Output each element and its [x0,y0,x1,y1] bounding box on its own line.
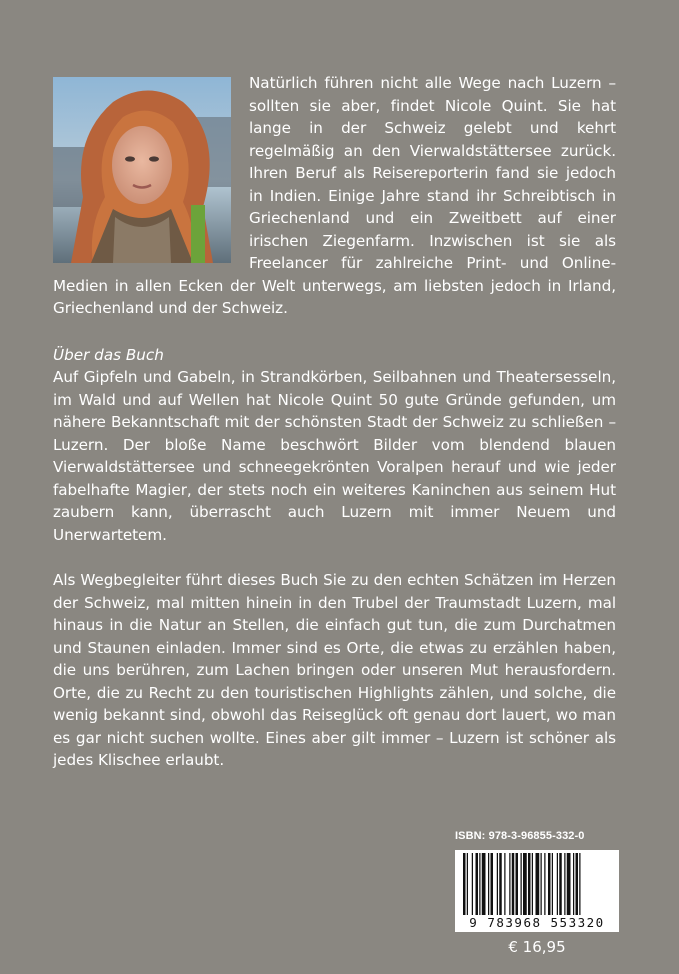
barcode-bar [516,853,519,915]
barcode-bar [509,853,510,915]
barcode [455,850,619,932]
about-book-paragraph-1: Auf Gipfeln und Gabeln, in Strandkörben, Seilbahnen und Theatersesseln, im Wald und auf Wellen hat Nicole Quint 50 gute Gründe gefunden, um nähere Bekanntschaft mit der schönsten Stadt der Schweiz zu schließen – Luzern. Der bloße Name beschwört Bilder vom blendend blauen Vierwaldstättersee und schneegekrönten Voralpen herauf und wie jeder fabelhafte Magier, der stets noch ein weiteres Kaninchen aus seinem Hut zaubern kann, überrascht auch Luzern mit immer Neuem und Unerwartetem. [53,368,616,544]
barcode-bar [567,853,571,915]
barcode-bars-graphic [461,853,613,915]
about-book-text [53,366,616,795]
barcode-bar [472,853,473,915]
barcode-bar [476,853,479,915]
barcode-bar [532,853,533,915]
barcode-bar [552,853,553,915]
isbn-label: ISBN: 978-3-96855-332-0 [455,830,585,842]
barcode-bar [528,853,531,915]
barcode-bar [467,853,468,915]
barcode-bar [557,853,558,915]
barcode-digits: 9 783968 553320 [469,915,605,930]
author-bio-text: Natürlich führen nicht alle Wege nach Luzern – sollten sie aber, findet Nicole Quint. Sie hat lange in der Schweiz gelebt und kehrt regelmäßig an den Vierwaldstättersee zurück. Ihren Beruf als Reisereporterin fand sie jedoch in Indien. Einige Jahre stand ihr Schreibtisch in Griechenland und ein Zweitbett auf einer irischen Ziegenfarm. Inzwischen ist sie als Freelancer für zahlreiche Print- und Online-Medien in allen Ecken der Welt unterwegs, am liebsten jedoch in Irland, Griechenland und der Schweiz. [53,74,616,317]
barcode-bar [488,853,489,915]
barcode-bar [579,853,580,915]
barcode-bar [523,853,527,915]
barcode-bar [573,853,574,915]
barcode-bar [512,853,515,915]
barcode-bar [479,853,480,915]
photo-spacer [53,72,233,268]
author-bio [53,72,616,320]
barcode-bar [491,853,494,915]
about-book-heading: Über das Buch [53,346,164,364]
barcode-bar [463,853,466,915]
price-label: € 16,95 [508,938,566,956]
barcode-bar [504,853,505,915]
barcode-bar [576,853,579,915]
barcode-bar [559,853,562,915]
barcode-bar [541,853,542,915]
barcode-bar [544,853,545,915]
barcode-bar [564,853,565,915]
barcode-bar [521,853,522,915]
barcode-bar [497,853,498,915]
barcode-bar [482,853,486,915]
barcode-bar [536,853,540,915]
barcode-bar [548,853,551,915]
barcode-bar [499,853,502,915]
about-book-paragraph-2: Als Wegbegleiter führt dieses Buch Sie zu den echten Schätzen im Herzen der Schweiz, mal mitten hinein in den Trubel der Traumstadt Luzern, mal hinaus in die Natur an Stellen, die einfach gut tun, die zum Durchatmen und Staunen einladen. Immer sind es Orte, die etwas zu erzählen haben, die uns berühren, zum Lachen bringen oder unseren Mut herausfordern. Orte, die zu Recht zu den touristischen Highlights zählen, und solche, die wenig bekannt sind, obwohl das Reiseglück oft genau dort lauert, wo man es gar nicht suchen wollte. Eines aber gilt immer – Luzern ist schöner als jedes Klischee erlaubt. [53,571,616,769]
